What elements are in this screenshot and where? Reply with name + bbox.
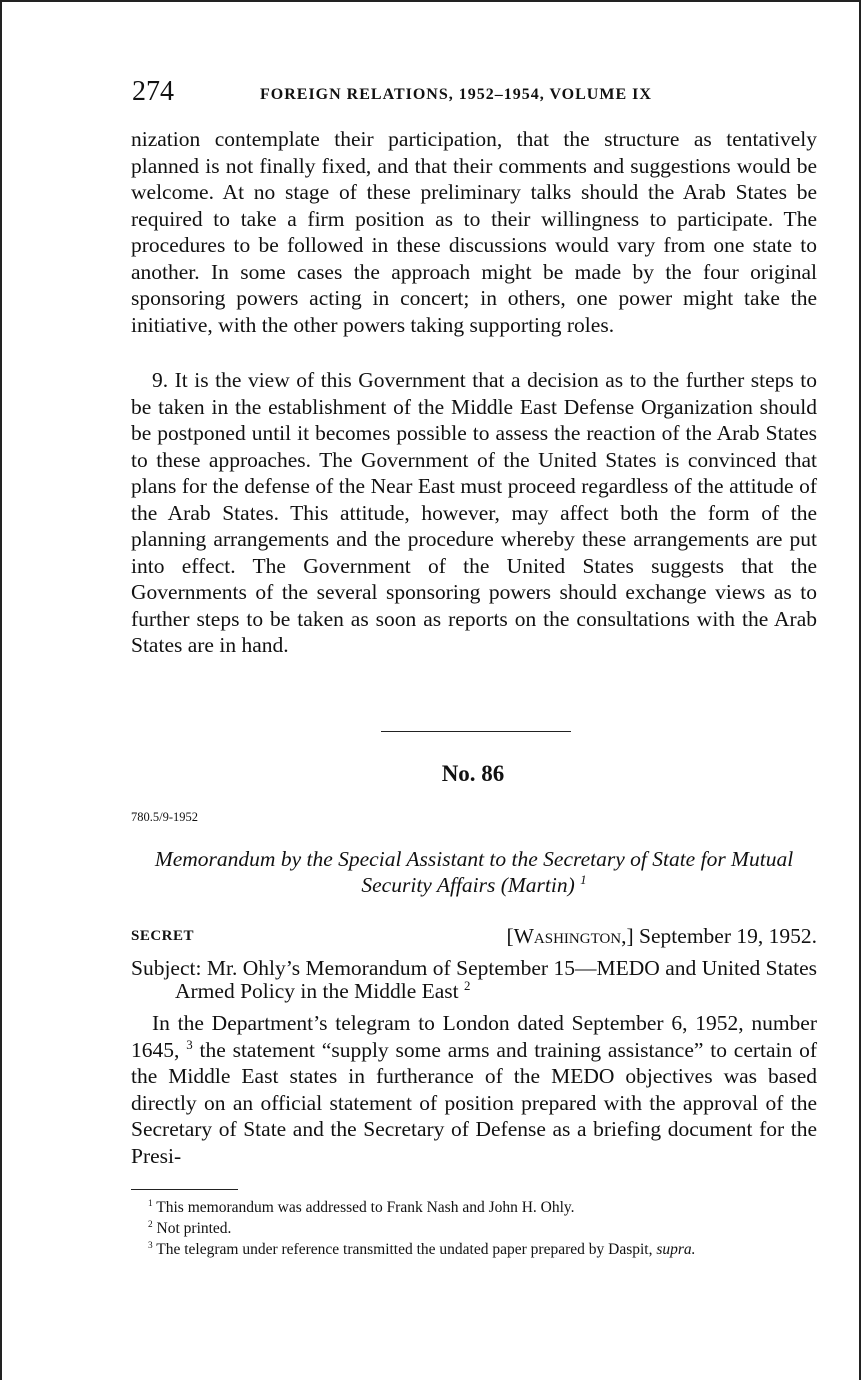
footnote-mark: 2 [148, 1219, 153, 1230]
footnote-mark: 1 [148, 1198, 153, 1209]
dateline-date: September 19, 1952. [639, 924, 817, 948]
footnote-divider [131, 1189, 238, 1190]
footnote-italic-tail: supra. [656, 1241, 696, 1258]
running-title: FOREIGN RELATIONS, 1952–1954, VOLUME IX [260, 86, 652, 103]
footnote-2 [131, 1218, 817, 1239]
footnote-1 [131, 1197, 817, 1218]
scan-border-top [0, 0, 861, 2]
footnote-ref-2: 2 [464, 978, 471, 993]
classification-label: SECRET [131, 928, 195, 944]
footnote-3 [131, 1239, 817, 1260]
document-title-text: Memorandum by the Special Assistant to the Secretary of State for Mutual Security Affairs (Martin) [154, 847, 794, 897]
footnotes [131, 1197, 817, 1260]
page-number: 274 [132, 76, 174, 107]
file-reference: 780.5/9-1952 [131, 810, 199, 824]
footnote-text: The telegram under reference transmitted the undated paper prepared by Daspit, [156, 1241, 653, 1258]
footnote-text: Not printed. [156, 1220, 232, 1237]
memo-body-paragraph [131, 1010, 817, 1169]
dateline-place: [Washington,] [506, 924, 634, 948]
dateline [506, 924, 817, 949]
subject-line [131, 957, 817, 1003]
paragraph-9: 9. It is the view of this Government that a decision as to the further steps to be taken in the establishment of the Middle East Defense Organization should be postponed until it becomes possible to assess the reaction of the Arab States to these approaches. The Government of the United States is convinced that plans for the defense of the Near East must proceed regardless of the attitude of the Arab States. This attitude, however, may affect both the form of the planning arrangements and the procedure whereby these arrangements are put into effect. The Government of the United States suggests that the Governments of the several sponsoring powers should exchange views as to further steps to be taken as soon as reports on the consultations with the Arab States are in hand. [131, 368, 817, 657]
footnote-ref-3: 3 [186, 1037, 193, 1052]
paragraph-continuation: nization contemplate their participation, that the structure as tentatively planned is not finally fixed, and that their comments and suggestions would be welcome. At no stage of these preliminary talks should the Arab States be required to take a firm position as to their willingness to participate. The procedures to be followed in these discussions would vary from one state to another. In some cases the approach might be made by the four original sponsoring powers acting in concert; in others, one power might take the initiative, with the other powers taking supporting roles. [131, 127, 817, 337]
footnote-mark: 3 [148, 1240, 153, 1251]
page-header [132, 76, 822, 112]
memo-body-rest: the statement “supply some arms and training assistance” to certain of the Middle East states in furtherance of the MEDO objectives was based directly on an official statement of position prepared with the approval of the Secretary of State and the Secretary of Defense as a briefing document for the Presi- [131, 1037, 817, 1168]
footnote-ref-1: 1 [580, 872, 587, 887]
section-divider [381, 731, 571, 732]
document-title [131, 846, 817, 898]
scan-border-left [0, 0, 2, 1380]
subject-text: Subject: Mr. Ohly’s Memorandum of September 15—MEDO and United States Armed Policy in the Middle East [131, 956, 817, 1003]
memo-body-start: In the Department’s telegram to London dated September 6, 1952, number 1645, [131, 1011, 817, 1062]
document-number: No. 86 [441, 761, 505, 786]
footnote-text: This memorandum was addressed to Frank Nash and John H. Ohly. [156, 1199, 575, 1216]
